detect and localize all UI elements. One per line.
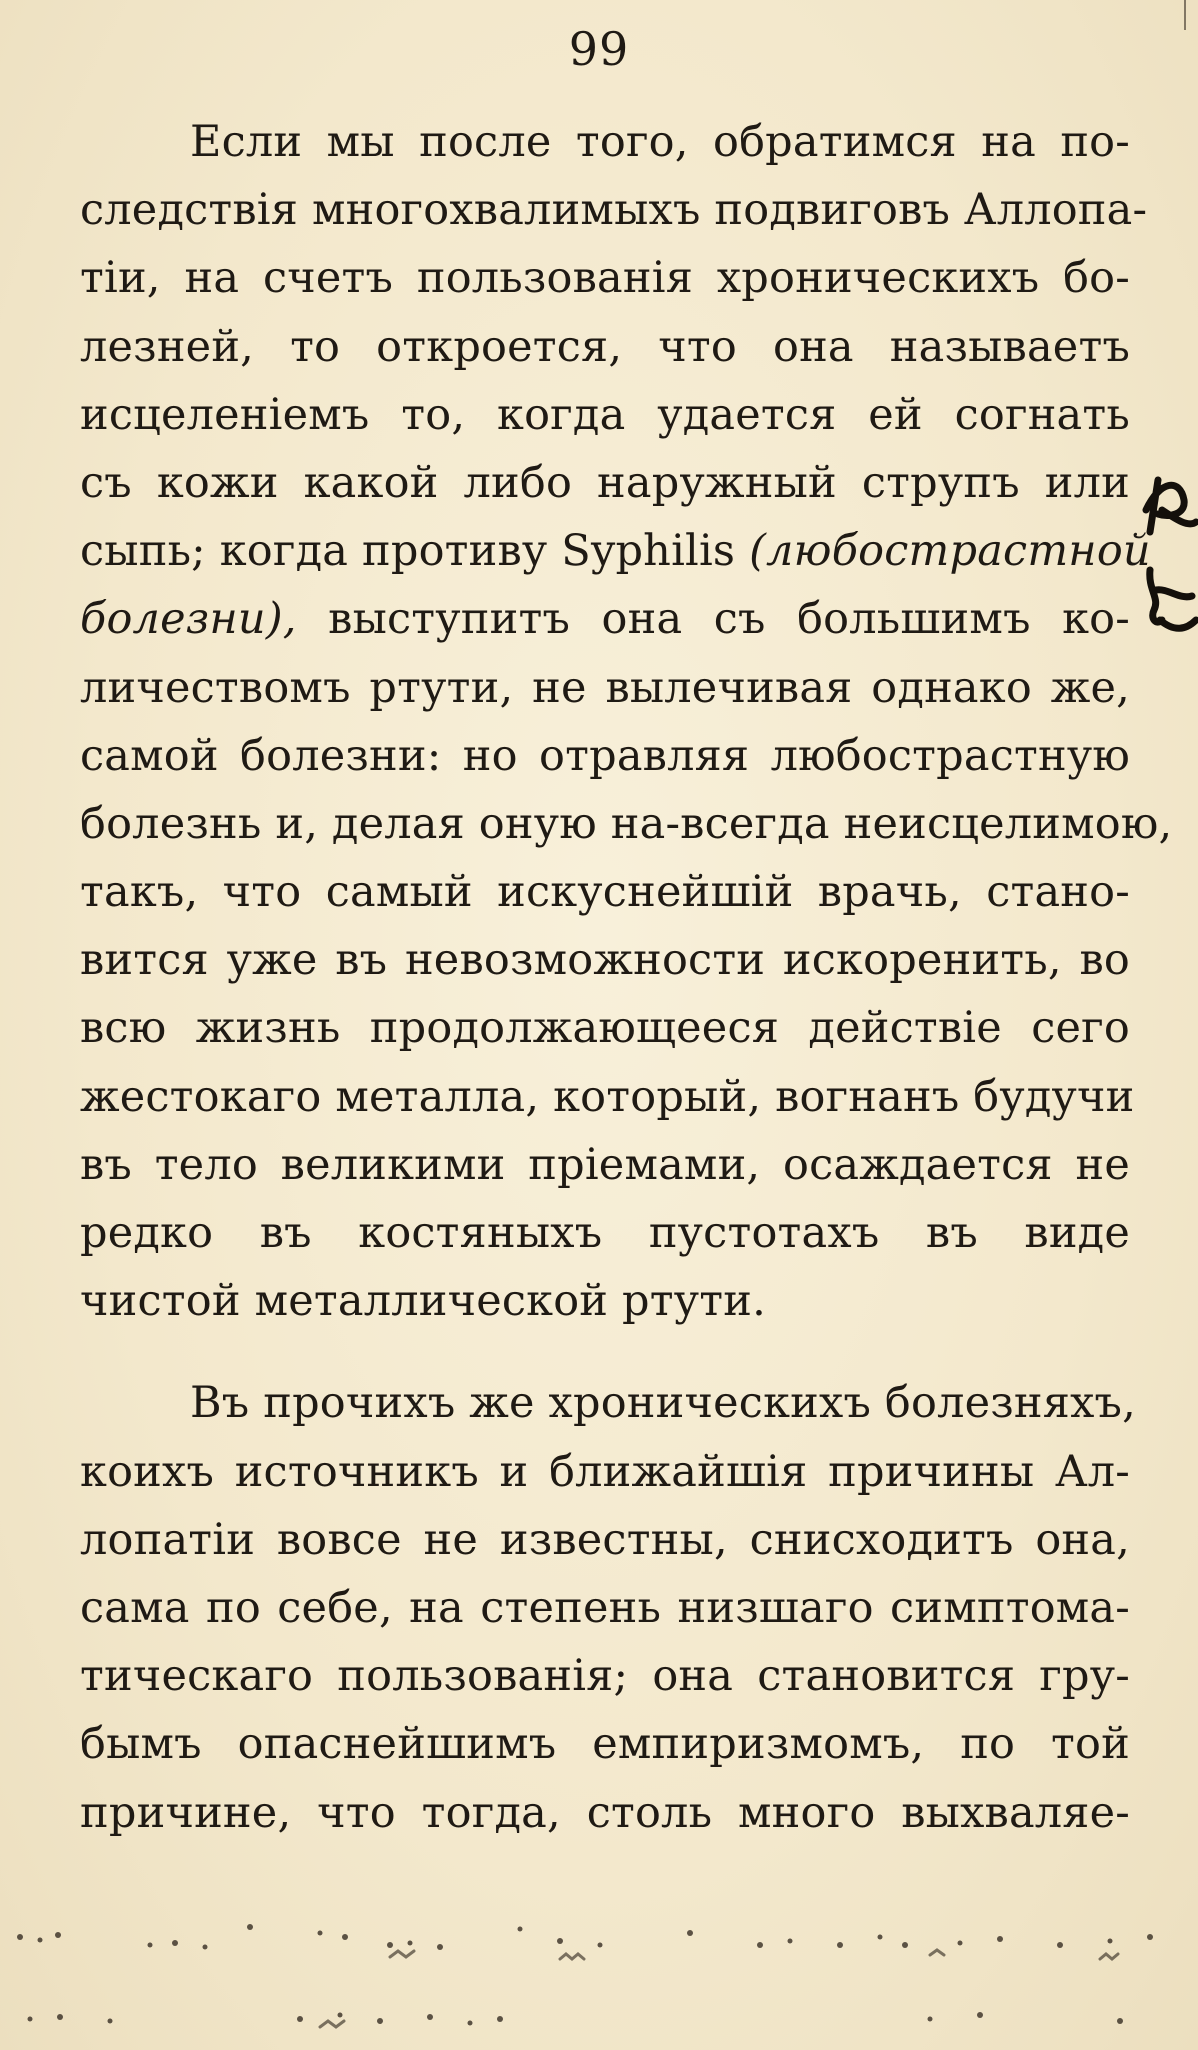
handwritten-margin-mark	[1140, 470, 1198, 640]
body-text	[80, 108, 1173, 1847]
text-line-mixed	[80, 585, 1130, 653]
text-line-mixed	[80, 517, 1151, 585]
text-line: коихъ источникъ и ближайшія причины Ал-	[80, 1446, 1130, 1497]
text-line: Если мы после того, обратимся на по-	[190, 117, 1130, 167]
text-line: причине, что тогда, столь много выхваляе-	[80, 1787, 1130, 1838]
italic-segment: (любострастной	[749, 526, 1151, 577]
text-line: тическаго пользованія; она становится гру-	[80, 1651, 1130, 1702]
text-line: следствія многохвалимыхъ подвиговъ Аллопа-	[80, 185, 1148, 236]
text-line: самой болезни: но отравляя любострастную	[80, 730, 1130, 781]
text-segment: выступитъ она съ большимъ ко-	[296, 594, 1130, 645]
text-line: исцеленіемъ то, когда удается ей согнать	[80, 389, 1130, 440]
text-line: съ кожи какой либо наружный струпъ или	[80, 457, 1130, 508]
text-segment: сыпь; когда противу Syphilis	[80, 526, 750, 577]
paragraph-1	[80, 108, 1173, 1335]
text-line: сама по себе, на степень низшаго симптома-	[80, 1582, 1130, 1633]
paragraph-gap	[80, 1335, 1130, 1369]
text-line: болезнь и, делая оную на-всегда неисцелимою,	[80, 798, 1173, 849]
text-line: бымъ опаснейшимъ емпиризмомъ, по той	[80, 1719, 1130, 1770]
italic-segment: болезни),	[80, 594, 297, 645]
text-line: Въ прочихъ же хроническихъ болезняхъ,	[190, 1378, 1136, 1429]
page-number: 99	[568, 22, 630, 76]
text-line: лезней, то откроется, что она называетъ	[80, 321, 1130, 372]
text-line: лопатіи вовсе не известны, снисходитъ она,	[80, 1514, 1130, 1565]
text-line: жестокаго металла, который, вогнанъ будучи	[80, 1071, 1135, 1122]
text-line: тіи, на счетъ пользованія хроническихъ бо-	[80, 253, 1130, 304]
text-line: всю жизнь продолжающееся действіе сего	[80, 1003, 1130, 1054]
text-line: личествомъ ртути, не вылечивая однако же,	[80, 662, 1130, 713]
text-line: редко въ костяныхъ пустотахъ въ виде	[80, 1208, 1130, 1258]
text-line: въ тело великими пріемами, осаждается не	[80, 1139, 1130, 1190]
bleed-through-marks	[0, 1915, 1198, 2050]
paragraph-2	[80, 1369, 1136, 1846]
text-line: такъ, что самый искуснейшій врачь, стано-	[80, 867, 1130, 918]
text-line: вится уже въ невозможности искоренить, во	[80, 935, 1130, 986]
text-line: чистой металлической ртути.	[80, 1276, 766, 1327]
